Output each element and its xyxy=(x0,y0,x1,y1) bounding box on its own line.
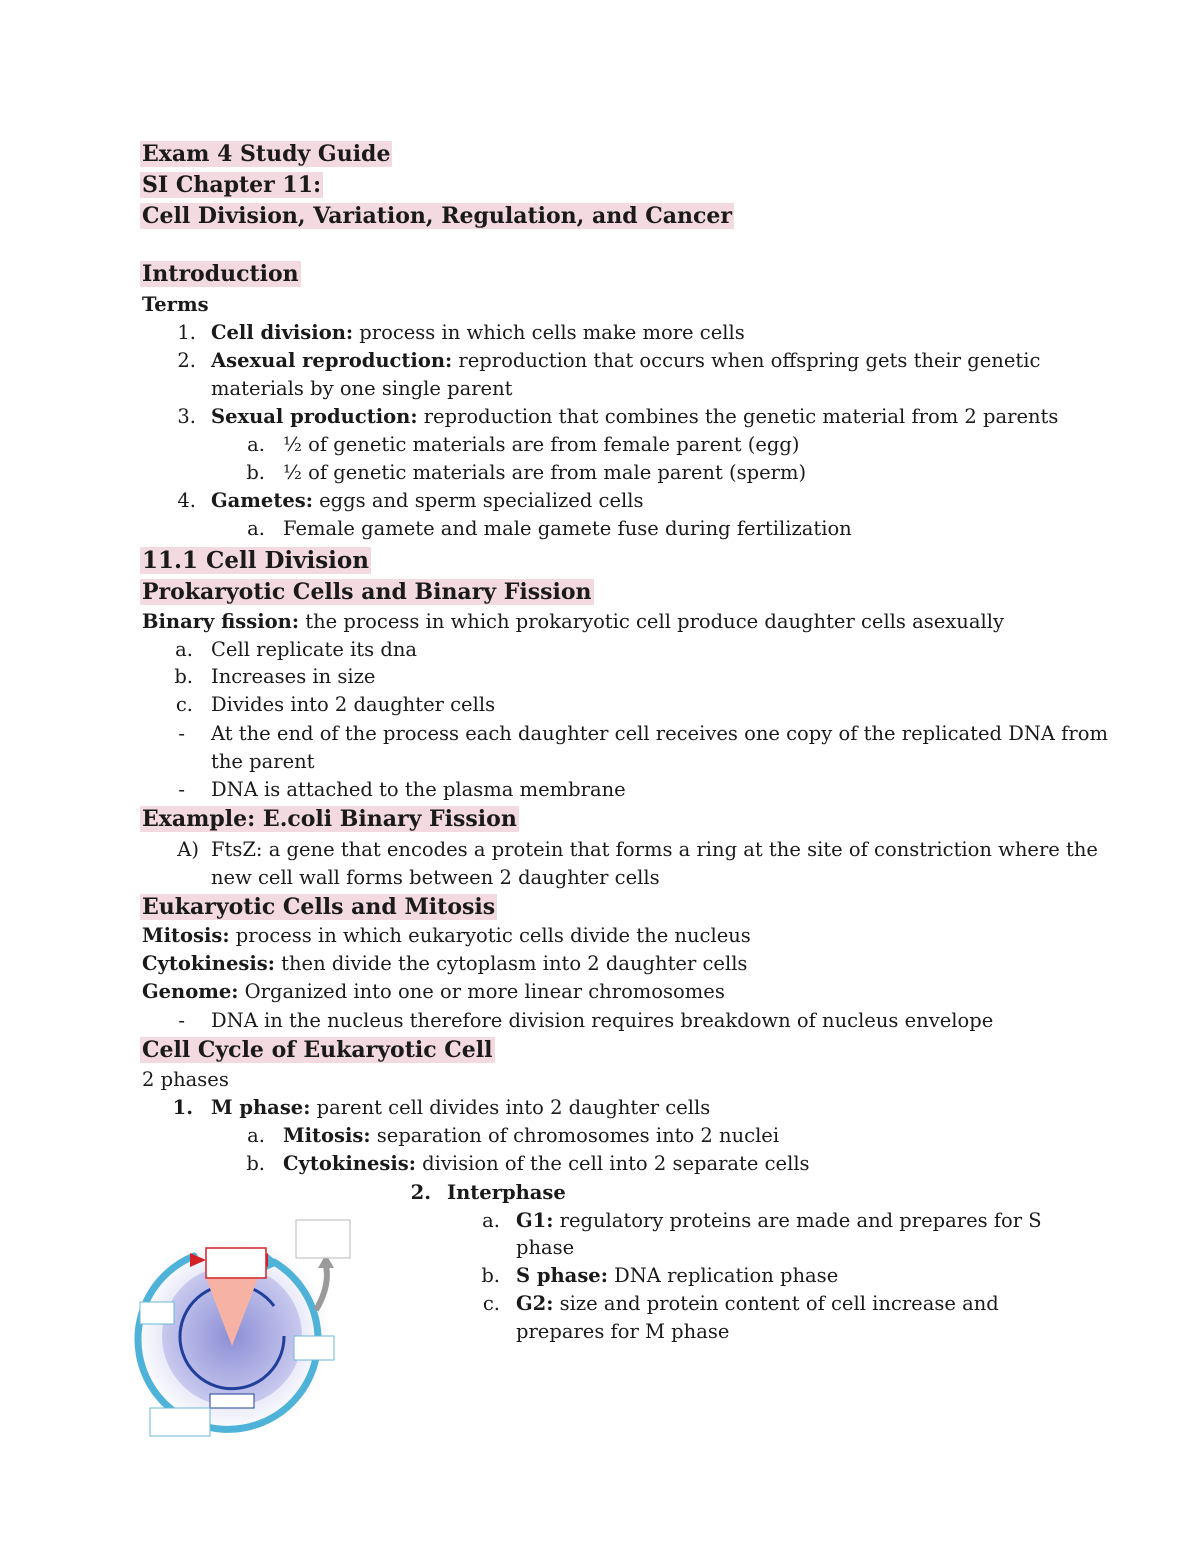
list-item-continued: phase xyxy=(516,1236,575,1259)
interphase-item: Interphase xyxy=(447,1181,566,1204)
list-marker: 2. xyxy=(410,1181,431,1204)
list-marker: c. xyxy=(175,693,193,716)
list-item-continued: the parent xyxy=(211,750,315,773)
list-marker: a. xyxy=(482,1209,500,1232)
list-item: Gametes: eggs and sperm specialized cells xyxy=(211,489,644,512)
subsection-heading-line xyxy=(140,578,594,606)
list-item: Sexual production: reproduction that combines the genetic material from 2 parents xyxy=(211,405,1059,428)
section-heading-line xyxy=(140,545,371,577)
list-item: DNA is attached to the plasma membrane xyxy=(211,778,626,801)
list-marker: b. xyxy=(246,1152,265,1175)
example-heading: Example: E.coli Binary Fission xyxy=(142,806,517,832)
list-marker: - xyxy=(178,722,185,745)
subsection-heading-line xyxy=(140,805,519,833)
sub-list-item: S phase: DNA replication phase xyxy=(516,1264,839,1287)
list-marker: 2. xyxy=(177,349,196,372)
phases-label: 2 phases xyxy=(142,1068,229,1091)
sub-list-item: Mitosis: separation of chromosomes into 2 nuclei xyxy=(283,1124,780,1147)
list-marker: b. xyxy=(174,665,193,688)
list-marker: a. xyxy=(175,638,193,661)
list-marker: 4. xyxy=(177,489,196,512)
list-item: Increases in size xyxy=(211,665,376,688)
sub-list-item: Female gamete and male gamete fuse during fertilization xyxy=(283,517,852,540)
subsection-heading-line xyxy=(140,893,497,921)
list-marker: - xyxy=(178,1009,185,1032)
list-marker: b. xyxy=(246,461,265,484)
list-item-continued: materials by one single parent xyxy=(211,377,513,400)
chapter-line xyxy=(140,171,323,199)
sub-list-item: Cytokinesis: division of the cell into 2 separate cells xyxy=(283,1152,810,1175)
title-line xyxy=(140,140,392,168)
topic-line xyxy=(140,202,734,230)
prokaryotic-heading: Prokaryotic Cells and Binary Fission xyxy=(142,579,592,605)
list-item-continued: prepares for M phase xyxy=(516,1320,730,1343)
section-heading: 11.1 Cell Division xyxy=(142,547,369,574)
list-item: Divides into 2 daughter cells xyxy=(211,693,496,716)
list-marker: a. xyxy=(247,433,265,456)
m-phase-item: M phase: parent cell divides into 2 daughter cells xyxy=(211,1096,711,1119)
sub-list-item: G1: regulatory proteins are made and prepares for S xyxy=(516,1209,1042,1232)
chapter-label: SI Chapter 11: xyxy=(142,172,322,198)
cytokinesis-definition: Cytokinesis: then divide the cytoplasm into 2 daughter cells xyxy=(142,952,748,975)
mitosis-definition: Mitosis: process in which eukaryotic cells divide the nucleus xyxy=(142,924,751,947)
list-marker: 3. xyxy=(177,405,196,428)
list-item: Cell division: process in which cells make more cells xyxy=(211,321,745,344)
cell-cycle-heading: Cell Cycle of Eukaryotic Cell xyxy=(142,1037,493,1063)
list-item: DNA in the nucleus therefore division requires breakdown of nucleus envelope xyxy=(211,1009,994,1032)
list-marker: A) xyxy=(177,838,199,861)
list-marker: c. xyxy=(482,1292,500,1315)
list-marker: 1. xyxy=(172,1096,193,1119)
genome-definition: Genome: Organized into one or more linear chromosomes xyxy=(142,980,725,1003)
list-item: FtsZ: a gene that encodes a protein that forms a ring at the site of constriction where the xyxy=(211,838,1098,861)
binary-fission-definition: Binary fission: the process in which prokaryotic cell produce daughter cells asexually xyxy=(142,610,1004,633)
eukaryotic-heading: Eukaryotic Cells and Mitosis xyxy=(142,894,496,920)
sub-list-item: G2: size and protein content of cell increase and xyxy=(516,1292,999,1315)
intro-heading: Introduction xyxy=(142,261,299,287)
intro-heading-line xyxy=(140,260,301,288)
list-item: At the end of the process each daughter cell receives one copy of the replicated DNA from xyxy=(211,722,1108,745)
list-marker: 1. xyxy=(177,321,196,344)
list-item-continued: new cell wall forms between 2 daughter cells xyxy=(211,866,660,889)
sub-list-item: ½ of genetic materials are from male parent (sperm) xyxy=(283,461,807,484)
chapter-topic: Cell Division, Variation, Regulation, and Cancer xyxy=(142,203,733,229)
doc-title: Exam 4 Study Guide xyxy=(142,141,391,167)
terms-label: Terms xyxy=(142,293,209,316)
list-item: Cell replicate its dna xyxy=(211,638,418,661)
cell-cycle-diagram xyxy=(134,1218,384,1448)
sub-list-item: ½ of genetic materials are from female parent (egg) xyxy=(283,433,800,456)
list-marker: a. xyxy=(247,517,265,540)
list-item: Asexual reproduction: reproduction that occurs when offspring gets their genetic xyxy=(211,349,1041,372)
subsection-heading-line xyxy=(140,1036,495,1064)
list-marker: a. xyxy=(247,1124,265,1147)
list-marker: - xyxy=(178,778,185,801)
list-marker: b. xyxy=(481,1264,500,1287)
cell-cycle-figure xyxy=(134,1218,384,1448)
